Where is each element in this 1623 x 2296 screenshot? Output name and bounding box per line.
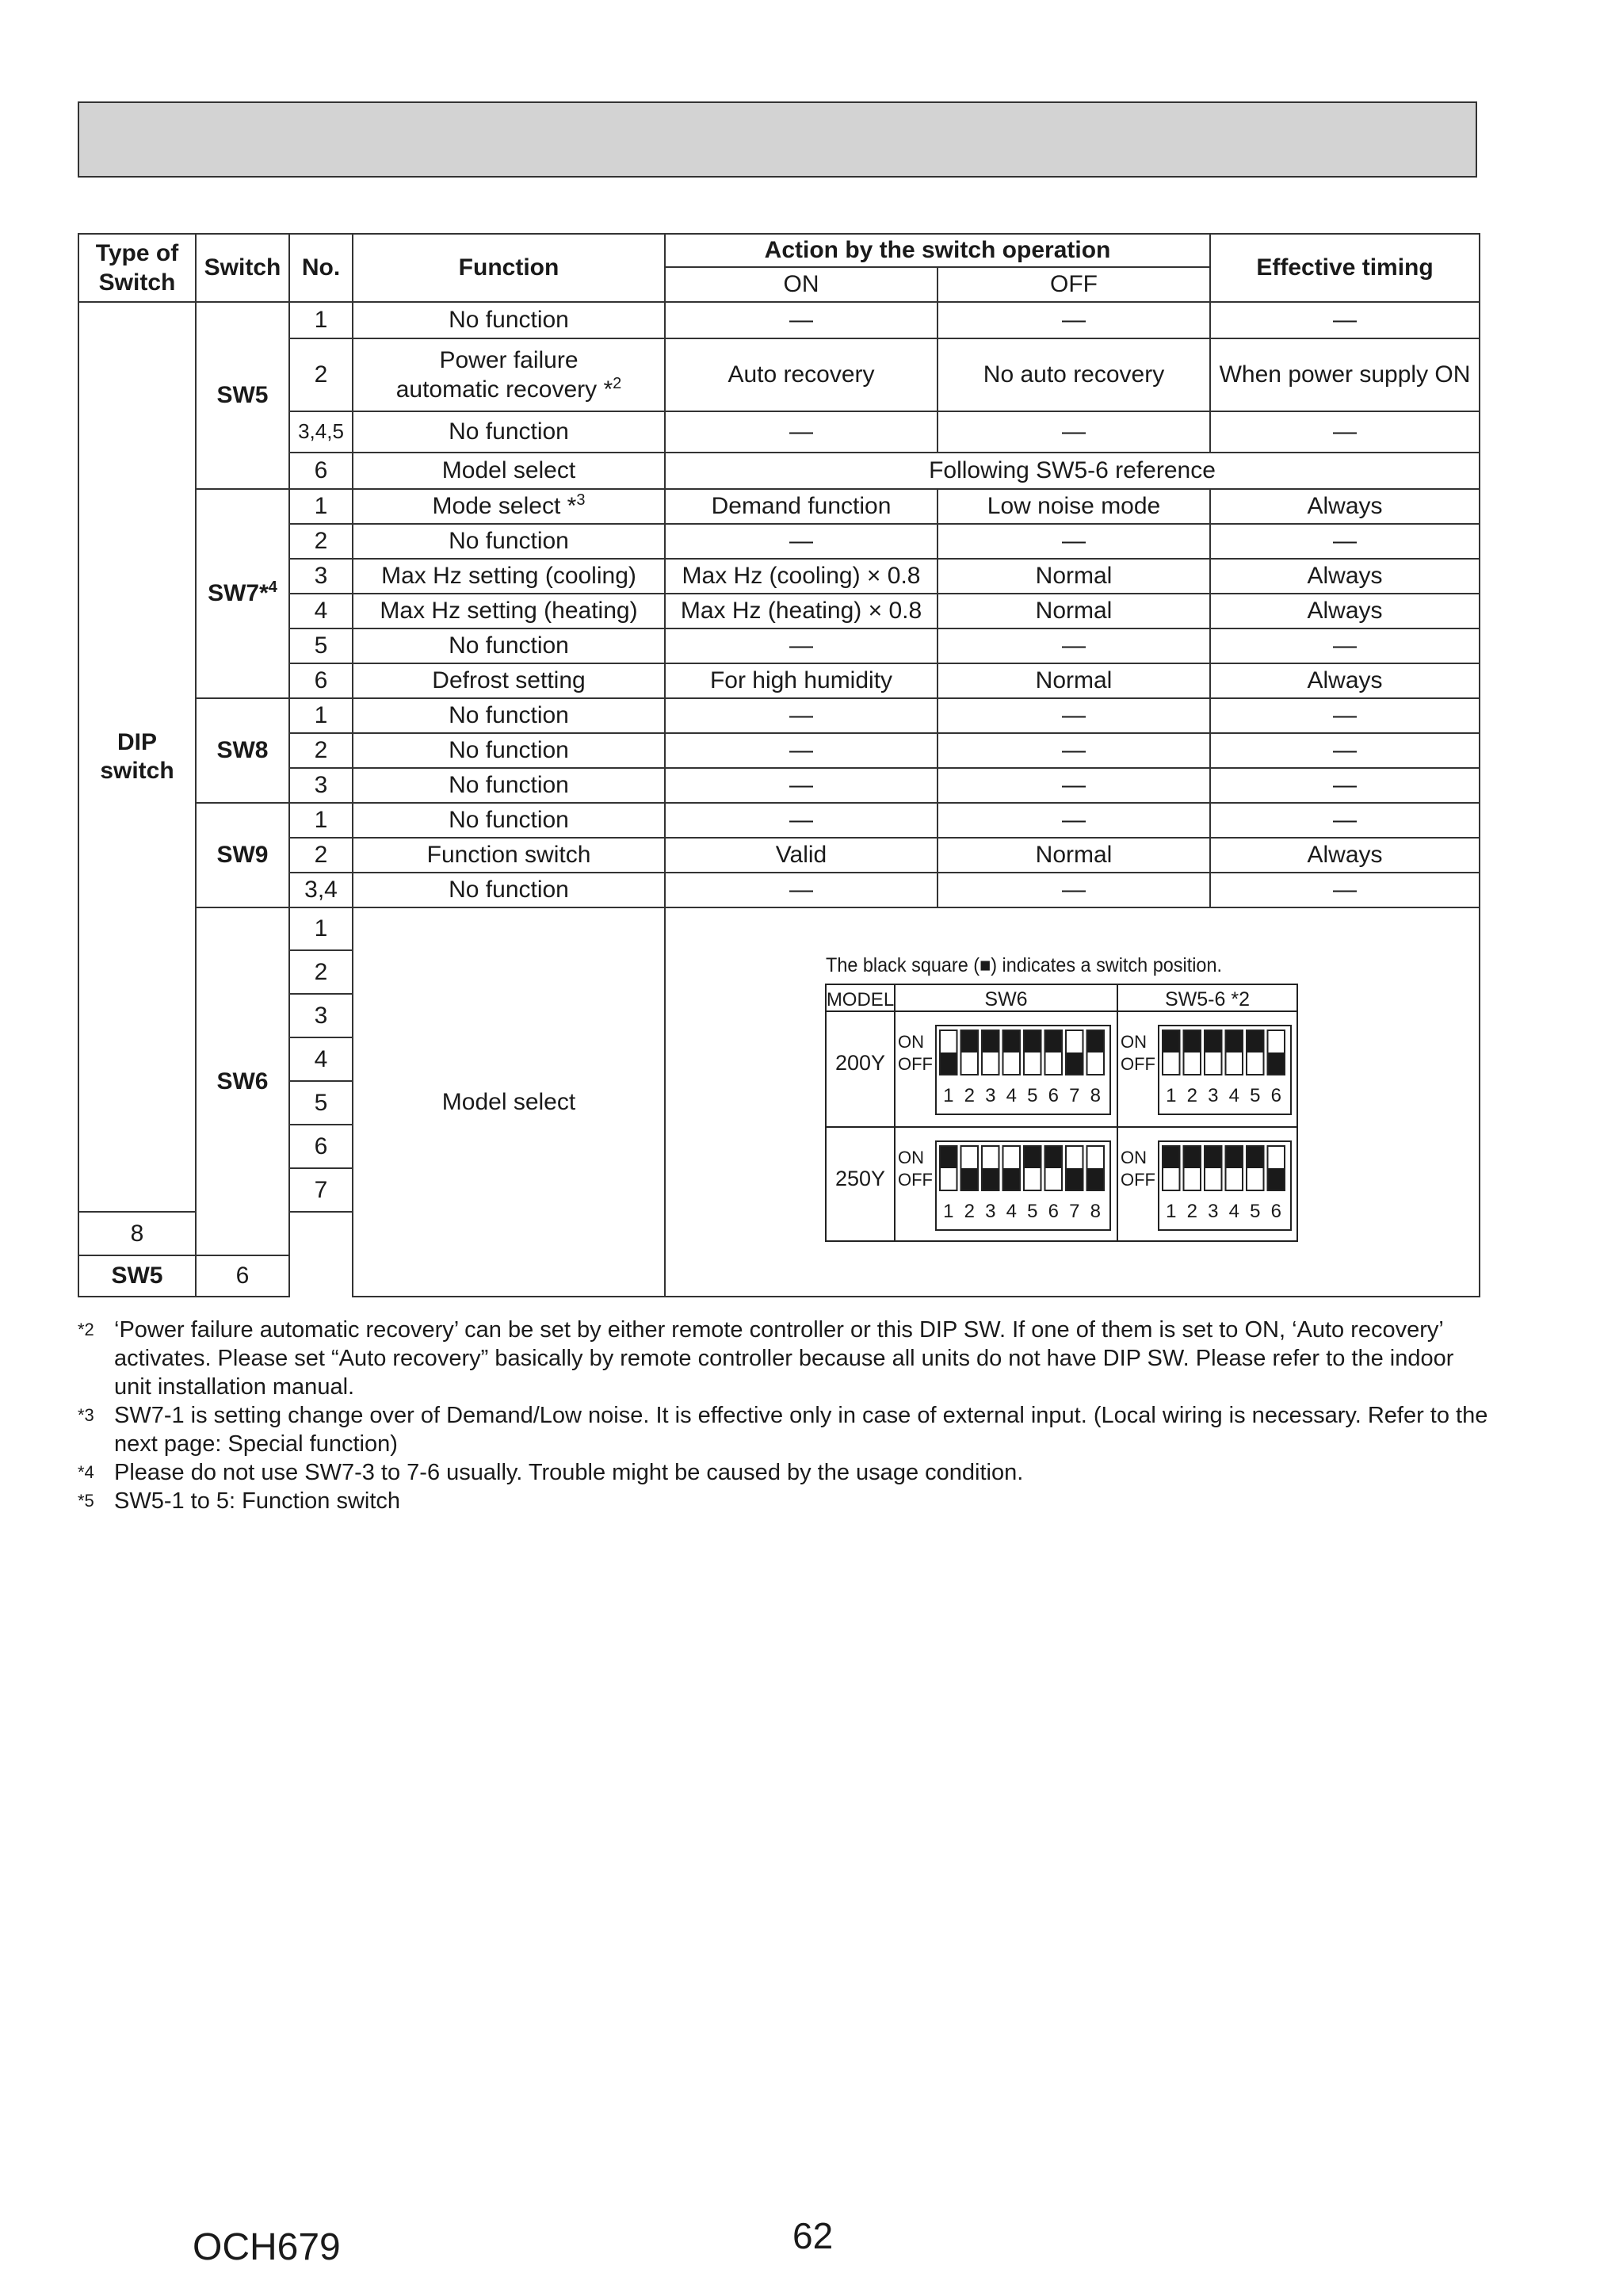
footnotes: [78, 1316, 1488, 1515]
off-cell: Low noise mode: [938, 489, 1210, 524]
table-row: [78, 803, 1480, 838]
function-line1: Power failure: [439, 346, 579, 373]
off-cell: —: [938, 803, 1210, 838]
dip-switch-table: [78, 233, 1480, 1297]
sw6-switch-number: 8: [1090, 1085, 1101, 1106]
no-cell: 3,4: [289, 873, 353, 907]
function-cell: No function: [353, 768, 665, 803]
no-cell: 1: [289, 803, 353, 838]
no-cell: 2: [289, 338, 353, 411]
off-label: OFF: [898, 1170, 933, 1190]
diagram-col-sw6: SW6: [984, 988, 1028, 1010]
footnote-mark: *4: [78, 1462, 94, 1482]
sw56-switch-knob: [1205, 1031, 1221, 1052]
off-cell: —: [938, 628, 1210, 663]
off-cell: No auto recovery: [938, 338, 1210, 411]
no-cell: 4: [289, 1037, 353, 1081]
timing-cell: —: [1210, 873, 1480, 907]
switch-sw5-last: SW5: [78, 1255, 196, 1297]
table-row: [78, 594, 1480, 628]
sw56-switch-knob: [1163, 1031, 1179, 1052]
timing-cell: —: [1210, 698, 1480, 733]
sw6-switch-number: 5: [1027, 1201, 1038, 1222]
footnote-ref: 2: [613, 375, 622, 392]
header-no: No.: [289, 234, 353, 302]
sw6-switch-knob: [941, 1147, 957, 1168]
sw6-switch-number: 7: [1069, 1201, 1080, 1222]
merged-cell: Following SW5-6 reference: [665, 453, 1480, 489]
sw56-switch-number: 6: [1270, 1201, 1281, 1222]
table-row: [78, 663, 1480, 698]
no-cell: 4: [289, 594, 353, 628]
sw56-switch-knob: [1185, 1031, 1201, 1052]
sw6-switch-knob: [1088, 1168, 1104, 1190]
footnote-mark: *3: [78, 1405, 94, 1425]
document-code: OCH679: [193, 2226, 341, 2268]
on-label: ON: [1121, 1148, 1147, 1167]
no-cell: 3: [289, 994, 353, 1037]
no-cell: 2: [289, 524, 353, 559]
timing-cell: Always: [1210, 663, 1480, 698]
on-cell: —: [665, 698, 938, 733]
no-cell: 5: [289, 628, 353, 663]
no-cell: 2: [289, 733, 353, 768]
switch-sw8: SW8: [196, 698, 289, 803]
table-row: [78, 628, 1480, 663]
sw56-switch-number: 5: [1250, 1085, 1261, 1106]
footnote-text: ‘Power failure automatic recovery’ can be set by either remote controller or this DIP SW. If one of them is set to ON, ‘Auto recovery’ activates. Please set “Auto recovery” basically by remote controller because all units do not have DIP SW. Please refer to the indoor unit installation manual.: [114, 1317, 1454, 1400]
on-cell: —: [665, 873, 938, 907]
sw56-switch-knob: [1247, 1031, 1263, 1052]
header-switch: Switch: [196, 234, 289, 302]
footnote: [78, 1401, 1488, 1458]
sw6-switch-number: 4: [1006, 1085, 1017, 1106]
dip-diagram-cell: [665, 907, 1480, 1297]
sw6-switch-number: 2: [964, 1201, 975, 1222]
no-cell: 3: [289, 768, 353, 803]
sw56-switch-number: 1: [1166, 1201, 1177, 1222]
function-text: Mode select *: [432, 493, 577, 519]
sw6-switch-knob: [1046, 1031, 1062, 1052]
table-row: [78, 489, 1480, 524]
sw6-switch-knob: [1004, 1168, 1020, 1190]
sw6-switch-knob: [983, 1031, 999, 1052]
type-cell: [78, 302, 196, 1212]
sw6-switch-number: 7: [1069, 1085, 1080, 1106]
no-cell: 2: [289, 838, 353, 873]
off-cell: —: [938, 302, 1210, 338]
sw56-switch-number: 5: [1250, 1201, 1261, 1222]
timing-cell: —: [1210, 524, 1480, 559]
switch-sw7-label: SW7*: [208, 580, 269, 606]
diagram-model-name: 250Y: [834, 1167, 886, 1190]
sw56-switch-number: 4: [1228, 1085, 1239, 1106]
no-cell: 2: [289, 950, 353, 994]
switch-sw7: [196, 489, 289, 698]
sw6-switch-knob: [962, 1031, 978, 1052]
sw56-switch-number: 2: [1186, 1201, 1197, 1222]
table-row: [78, 907, 1480, 950]
sw6-switch-knob: [983, 1168, 999, 1190]
table-row: [78, 559, 1480, 594]
diagram-model-name: 200Y: [834, 1051, 886, 1075]
table-row: [78, 411, 1480, 453]
sw56-switch-knob: [1227, 1147, 1243, 1168]
on-label: ON: [898, 1032, 924, 1052]
sw6-switch-knob: [1025, 1147, 1041, 1168]
diagram-caption: The black square (■) indicates a switch position.: [826, 954, 1222, 976]
footnote-text: SW7-1 is setting change over of Demand/Low noise. It is effective only in case of external input. (Local wiring is necessary. Refer to the next page: Special function): [114, 1403, 1488, 1457]
sw56-switch-knob: [1163, 1147, 1179, 1168]
function-cell: No function: [353, 524, 665, 559]
off-cell: Normal: [938, 559, 1210, 594]
sw6-switch-number: 4: [1006, 1201, 1017, 1222]
off-cell: —: [938, 768, 1210, 803]
footnote-mark: *5: [78, 1491, 94, 1511]
header-type-of-switch: Type of Switch: [78, 234, 196, 302]
timing-cell: —: [1210, 803, 1480, 838]
switch-sw6: SW6: [196, 907, 289, 1255]
diagram-col-model: MODEL: [826, 989, 895, 1010]
on-cell: —: [665, 628, 938, 663]
no-cell: 6: [289, 453, 353, 489]
sw56-switch-number: 2: [1186, 1085, 1197, 1106]
no-cell: 1: [289, 489, 353, 524]
sw6-switch-number: 8: [1090, 1201, 1101, 1222]
on-cell: —: [665, 733, 938, 768]
no-cell: 3,4,5: [289, 411, 353, 453]
header-action: Action by the switch operation: [665, 234, 1210, 267]
sw6-switch-number: 3: [985, 1085, 996, 1106]
no-cell: 6: [196, 1255, 289, 1297]
table-row: [78, 698, 1480, 733]
footnote-text: SW5-1 to 5: Function switch: [114, 1488, 401, 1514]
off-cell: —: [938, 524, 1210, 559]
footnote: [78, 1487, 1488, 1515]
timing-cell: Always: [1210, 594, 1480, 628]
no-cell: 5: [289, 1081, 353, 1125]
header-on: ON: [665, 267, 938, 302]
on-cell: —: [665, 803, 938, 838]
type-label: DIP switch: [100, 729, 174, 784]
on-cell: Max Hz (heating) × 0.8: [665, 594, 938, 628]
timing-cell: —: [1210, 768, 1480, 803]
sw56-switch-knob: [1269, 1168, 1285, 1190]
header-effective-timing: Effective timing: [1210, 234, 1480, 302]
on-cell: Valid: [665, 838, 938, 873]
diagram-col-sw56: SW5-6 *2: [1165, 988, 1250, 1010]
sw56-switch-knob: [1269, 1052, 1285, 1074]
sw56-switch-knob: [1247, 1147, 1263, 1168]
off-cell: —: [938, 733, 1210, 768]
on-cell: —: [665, 524, 938, 559]
on-cell: Max Hz (cooling) × 0.8: [665, 559, 938, 594]
sw56-switch-knob: [1227, 1031, 1243, 1052]
no-cell: 1: [289, 698, 353, 733]
no-cell: 8: [78, 1212, 196, 1255]
sw56-switch-number: 6: [1270, 1085, 1281, 1106]
function-cell: Max Hz setting (heating): [353, 594, 665, 628]
on-cell: For high humidity: [665, 663, 938, 698]
on-cell: —: [665, 768, 938, 803]
off-cell: —: [938, 873, 1210, 907]
function-cell: Defrost setting: [353, 663, 665, 698]
table-row: [78, 524, 1480, 559]
sw6-switch-number: 3: [985, 1201, 996, 1222]
sw6-switch-number: 6: [1048, 1201, 1059, 1222]
no-cell: 1: [289, 302, 353, 338]
section-header-bar: [78, 101, 1477, 178]
sw56-switch-knob: [1185, 1147, 1201, 1168]
function-cell: No function: [353, 411, 665, 453]
function-cell: [353, 489, 665, 524]
off-cell: —: [938, 411, 1210, 453]
off-cell: Normal: [938, 663, 1210, 698]
sw6-switch-knob: [1067, 1168, 1083, 1190]
page-number: 62: [792, 2215, 834, 2256]
sw6-switch-knob: [1088, 1031, 1104, 1052]
off-cell: —: [938, 698, 1210, 733]
timing-cell: Always: [1210, 489, 1480, 524]
no-cell: 6: [289, 663, 353, 698]
footnote: [78, 1316, 1488, 1401]
table-row: [78, 873, 1480, 907]
function-cell: No function: [353, 628, 665, 663]
footnote-ref: 3: [576, 491, 586, 509]
function-cell: No function: [353, 873, 665, 907]
function-cell: No function: [353, 302, 665, 338]
sw6-switch-knob: [962, 1168, 978, 1190]
function-cell: Model select: [353, 907, 665, 1297]
footnote-text: Please do not use SW7-3 to 7-6 usually. Trouble might be caused by the usage condition.: [114, 1460, 1024, 1485]
header-function: Function: [353, 234, 665, 302]
table-row: [78, 838, 1480, 873]
sw6-switch-number: 2: [964, 1085, 975, 1106]
switch-sw9: SW9: [196, 803, 289, 907]
table-row: [78, 338, 1480, 411]
header-off: OFF: [938, 267, 1210, 302]
on-cell: Demand function: [665, 489, 938, 524]
sw56-switch-number: 3: [1208, 1201, 1219, 1222]
table-row: [78, 302, 1480, 338]
on-label: ON: [898, 1148, 924, 1167]
sw56-switch-knob: [1205, 1147, 1221, 1168]
switch-sw5: SW5: [196, 302, 289, 489]
no-cell: 3: [289, 559, 353, 594]
table-row: [78, 733, 1480, 768]
no-cell: 6: [289, 1125, 353, 1168]
sw6-switch-number: 5: [1027, 1085, 1038, 1106]
sw6-switch-knob: [1046, 1147, 1062, 1168]
timing-cell: Always: [1210, 559, 1480, 594]
function-cell: [353, 338, 665, 411]
sw6-switch-number: 1: [943, 1201, 954, 1222]
sw56-switch-number: 4: [1228, 1201, 1239, 1222]
on-label: ON: [1121, 1032, 1147, 1052]
off-label: OFF: [1121, 1170, 1155, 1190]
sw6-switch-knob: [1025, 1031, 1041, 1052]
sw6-switch-knob: [1067, 1052, 1083, 1074]
on-cell: —: [665, 302, 938, 338]
footnote-ref: 4: [268, 579, 277, 596]
timing-cell: —: [1210, 733, 1480, 768]
function-cell: No function: [353, 803, 665, 838]
table-row: [78, 768, 1480, 803]
off-cell: Normal: [938, 594, 1210, 628]
function-cell: No function: [353, 698, 665, 733]
table-row: [78, 453, 1480, 489]
no-cell: 1: [289, 907, 353, 950]
footnote-mark: *2: [78, 1320, 94, 1339]
function-cell: Max Hz setting (cooling): [353, 559, 665, 594]
function-cell: Function switch: [353, 838, 665, 873]
function-line2: automatic recovery *: [395, 376, 613, 403]
timing-cell: —: [1210, 628, 1480, 663]
timing-cell: —: [1210, 302, 1480, 338]
function-cell: No function: [353, 733, 665, 768]
timing-cell: —: [1210, 411, 1480, 453]
timing-cell: Always: [1210, 838, 1480, 873]
off-label: OFF: [898, 1054, 933, 1074]
on-cell: —: [665, 411, 938, 453]
sw6-switch-number: 6: [1048, 1085, 1059, 1106]
sw56-switch-number: 3: [1208, 1085, 1219, 1106]
off-label: OFF: [1121, 1054, 1155, 1074]
sw6-switch-knob: [941, 1052, 957, 1074]
footnote: [78, 1458, 1488, 1487]
sw56-switch-number: 1: [1166, 1085, 1177, 1106]
off-cell: Normal: [938, 838, 1210, 873]
sw6-switch-knob: [1004, 1031, 1020, 1052]
no-cell: 7: [289, 1168, 353, 1212]
on-cell: Auto recovery: [665, 338, 938, 411]
dip-switch-diagram: [666, 908, 1479, 1295]
timing-cell: When power supply ON: [1210, 338, 1480, 411]
function-cell: Model select: [353, 453, 665, 489]
sw6-switch-number: 1: [943, 1085, 954, 1106]
diagram-frame: [826, 984, 1297, 1241]
